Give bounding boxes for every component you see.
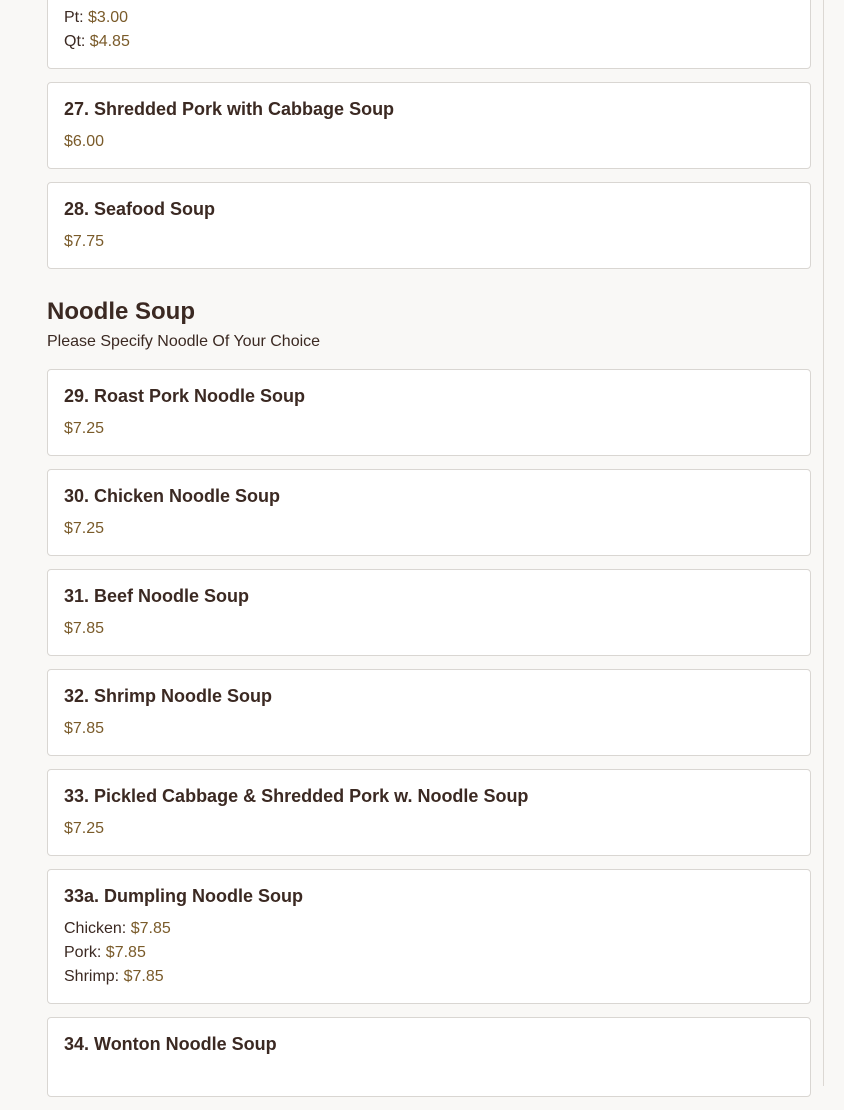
menu-item-card[interactable] — [47, 0, 811, 69]
item-title: 34. Wonton Noodle Soup — [64, 1034, 277, 1054]
menu-item-card[interactable] — [47, 469, 811, 556]
item-price: $7.85 — [64, 720, 105, 737]
price-option-value: $7.85 — [105, 944, 146, 961]
item-title: 33a. Dumpling Noodle Soup — [64, 886, 304, 906]
menu-item-card[interactable] — [47, 769, 811, 856]
item-title: 27. Shredded Pork with Cabbage Soup — [64, 99, 395, 119]
item-title: 29. Roast Pork Noodle Soup — [64, 386, 306, 406]
price-option-value: $7.85 — [123, 968, 164, 985]
item-title: 31. Beef Noodle Soup — [64, 586, 250, 606]
price-option-label: Pt: — [64, 9, 84, 26]
item-title: 28. Seafood Soup — [64, 199, 216, 219]
price-option — [64, 965, 794, 989]
section-title: Noodle Soup — [47, 298, 195, 325]
menu-item-card[interactable] — [47, 369, 811, 456]
menu-item-card[interactable] — [47, 569, 811, 656]
item-title: 30. Chicken Noodle Soup — [64, 486, 281, 506]
menu-item-card[interactable] — [47, 669, 811, 756]
price-option-label: Chicken: — [64, 920, 127, 937]
menu-item-card[interactable] — [47, 82, 811, 169]
price-option-label: Pork: — [64, 944, 102, 961]
section-header — [47, 297, 811, 353]
price-option-value: $4.85 — [89, 33, 130, 50]
price-option — [64, 6, 794, 30]
menu-item-card[interactable] — [47, 869, 811, 1004]
item-price: $7.75 — [64, 233, 105, 250]
item-price: $7.25 — [64, 420, 105, 437]
item-title: 33. Pickled Cabbage & Shredded Pork w. Noodle Soup — [64, 786, 529, 806]
price-option — [64, 917, 794, 941]
price-option — [64, 941, 794, 965]
menu-item-card[interactable] — [47, 1017, 811, 1097]
item-price: $7.25 — [64, 520, 105, 537]
price-option-label: Qt: — [64, 33, 86, 50]
item-title: 32. Shrimp Noodle Soup — [64, 686, 273, 706]
menu-content — [47, 0, 811, 1110]
price-option-label: Shrimp: — [64, 968, 120, 985]
price-option-value: $7.85 — [130, 920, 171, 937]
scroll-rail — [823, 0, 824, 1086]
item-price: $7.85 — [64, 620, 105, 637]
price-option-value: $3.00 — [88, 9, 129, 26]
item-price: $7.25 — [64, 820, 105, 837]
item-price: $6.00 — [64, 133, 105, 150]
section-description: Please Specify Noodle Of Your Choice — [47, 333, 321, 350]
menu-item-card[interactable] — [47, 182, 811, 269]
price-option — [64, 30, 794, 54]
